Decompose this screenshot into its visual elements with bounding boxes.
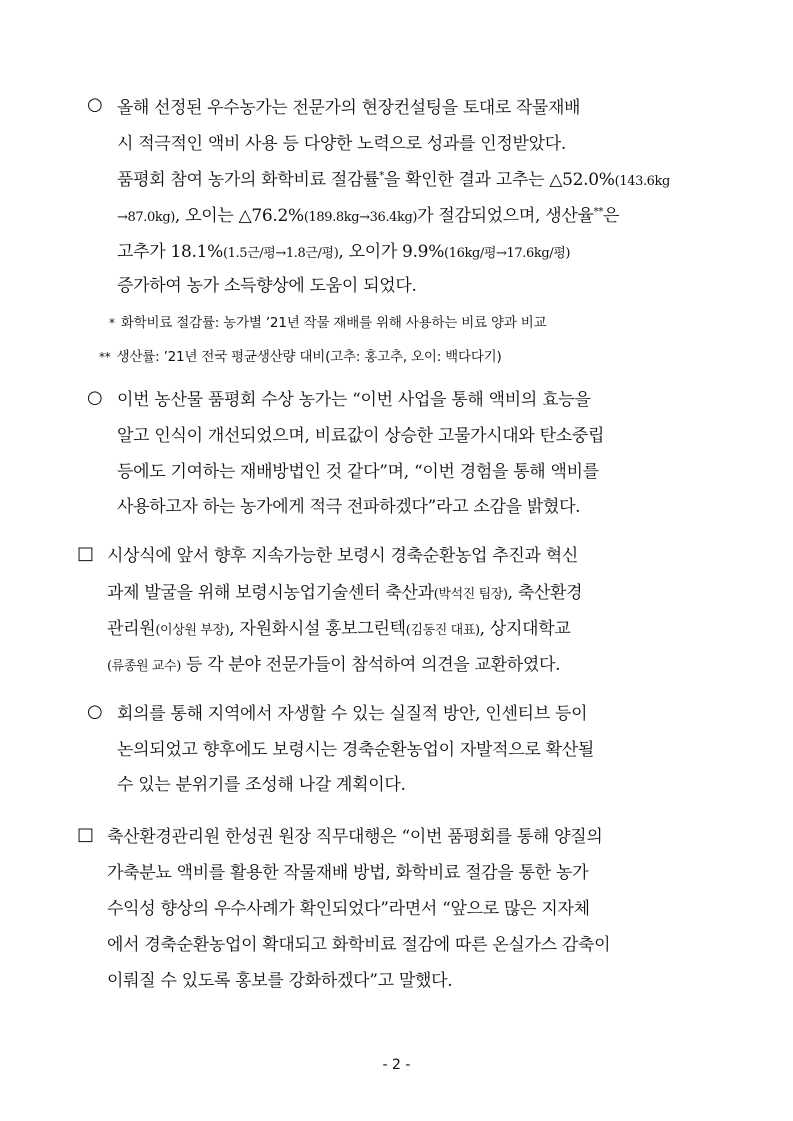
text-line: 알고 인식이 개선되었으며, 비료값이 상승한 고물가시대와 탄소중립: [117, 426, 605, 446]
footnote-fertilizer-reduction: * 화학비료 절감률: 농가별 ’21년 작물 재배를 위해 사용하는 비료 양과 비교: [109, 315, 547, 331]
circle-bullet-icon: ○: [87, 387, 103, 408]
text-line: 품평회 참여 농가의 화학비료 절감률*을 확인한 결과 고추는 △52.0%(143.6kg: [117, 170, 670, 190]
text-line: 가축분뇨 액비를 활용한 작물재배 방법, 화학비료 절감을 통한 농가: [107, 863, 589, 883]
text-line: 관리원(이상원 부장), 자원화시설 홍보그린텍(김동진 대표), 상지대학교: [107, 619, 571, 639]
text-line: 과제 발굴을 위해 보령시농업기술센터 축산과(박석진 팀장), 축산환경: [107, 583, 583, 603]
text-line: 논의되었고 향후에도 보령시는 경축순환농업이 자발적으로 확산될: [117, 740, 594, 760]
text-line: 시 적극적인 액비 사용 등 다양한 노력으로 성과를 인정받았다.: [117, 134, 566, 154]
text-line: 증가하여 농가 소득향상에 도움이 되었다.: [117, 276, 417, 296]
text-line: 등에도 기여하는 재배방법인 것 같다”며, “이번 경험을 통해 액비를: [117, 462, 599, 482]
footnote-production-rate: ** 생산률: ’21년 전국 평균생산량 대비(고추: 홍고추, 오이: 백다다기): [99, 349, 502, 365]
text-line: 에서 경축순환농업이 확대되고 화학비료 절감에 따른 온실가스 감축이: [107, 935, 611, 955]
text-line: →87.0kg), 오이는 △76.2%(189.8kg→36.4kg)가 절감되었으며, 생산율**은: [117, 206, 620, 226]
text-line: 올해 선정된 우수농가는 전문가의 현장컨설팅을 토대로 작물재배: [117, 98, 581, 118]
text-line: (류종원 교수) 등 각 분야 전문가들이 참석하여 의견을 교환하였다.: [107, 655, 561, 675]
text-line: 사용하고자 하는 농가에게 적극 전파하겠다”라고 소감을 밝혔다.: [117, 497, 581, 517]
circle-bullet-icon: ○: [87, 701, 103, 722]
circle-bullet-icon: ○: [87, 94, 103, 115]
square-bullet-icon: □: [77, 543, 95, 564]
text-line: 시상식에 앞서 향후 지속가능한 보령시 경축순환농업 추진과 혁신: [107, 546, 579, 566]
text-line: 이번 농산물 품평회 수상 농가는 “이번 사업을 통해 액비의 효능을: [117, 390, 591, 410]
page-number: - 2 -: [382, 1057, 411, 1073]
text-line: 이뤄질 수 있도록 홍보를 강화하겠다”고 말했다.: [107, 971, 453, 991]
text-line: 축산환경관리원 한성권 원장 직무대행은 “이번 품평회를 통해 양질의: [107, 827, 603, 847]
text-line: 수익성 향상의 우수사례가 확인되었다”라면서 “앞으로 많은 지자체: [107, 899, 590, 919]
square-bullet-icon: □: [77, 824, 95, 845]
text-line: 회의를 통해 지역에서 자생할 수 있는 실질적 방안, 인센티브 등이: [117, 704, 588, 724]
text-line: 수 있는 분위기를 조성해 나갈 계획이다.: [117, 775, 406, 795]
text-line: 고추가 18.1%(1.5근/평→1.8근/평), 오이가 9.9%(16kg/평→17.6kg/평): [117, 242, 571, 262]
